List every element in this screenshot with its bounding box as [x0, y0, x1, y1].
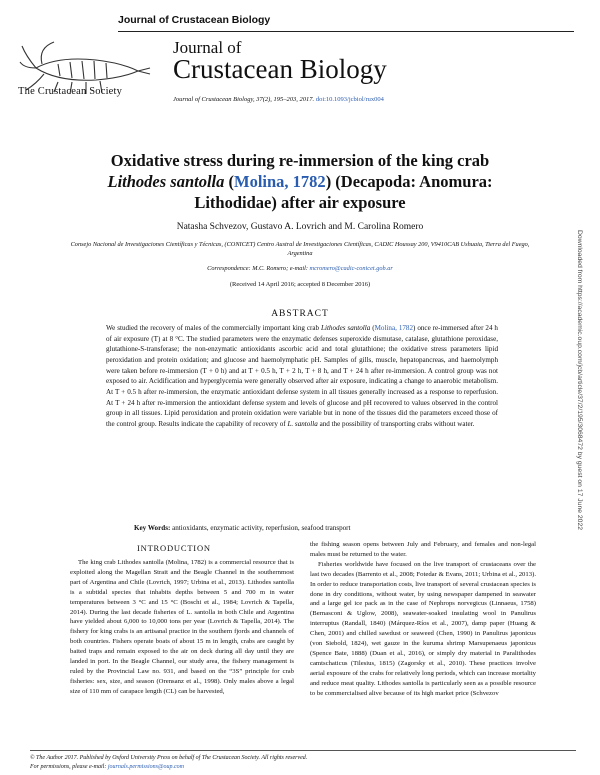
text-column-right	[310, 540, 536, 699]
journal-title: Crustacean Biology	[173, 54, 387, 84]
citation-text: Journal of Crustacean Biology, 37(2), 195–203, 2017.	[173, 96, 316, 103]
received-dates: (Received 14 April 2016; accepted 8 December 2016)	[229, 281, 371, 288]
running-journal-title: Journal of Crustacean Biology	[118, 14, 271, 26]
article-title	[40, 150, 560, 213]
abstract-citation-link[interactable]: Molina, 1782	[374, 324, 414, 332]
abstract-body: We studied the recovery of males of the commercially important king crab Lithodes santolla (Molina, 1782) once re-immersed after 24 h of air exposure (T) at 8 °C. The studied parameters were the enzymatic defenses superoxide dismutase, catalase, glutathione peroxidase, glutathione-S-transferase; the non-enzymatic antioxidants ascorbic acid and total glutathione; the oxidative stress parameters lipid peroxidation and protein oxidation; and glucose and haemolymphatic pH. Samples of gills, muscle, hepatopancreas, and haemolymph were taken before re-immersion (T + 0 h) and at T + 0.5 h, T + 2 h, T + 8 h, and T + 24 h after re-immersion. A control group was not exposed to air. Acidification and hyperglycemia were generally observed after air exposure, indicating a change to anaerobic metabolism. At T + 0.5 h after re-immersion, the enzymatic antioxidant defense system in all tissues generally increased as a response to reperfusion. At T + 24 h after re-immersion the antioxidant defense system and levels of glucose and pH recovered to values observed in the control group in all tissues. Lipid peroxidation and protein oxidation were variable but in none of the tissues did the parameters exceed those of the control group. Results indicate the capability of recovery of L. santolla and the possibility of transporting crabs without water.	[106, 324, 498, 428]
title-line-3: Lithodidae) after air exposure	[194, 193, 406, 212]
title-citation-link[interactable]: Molina, 1782	[234, 172, 326, 191]
header-rule	[118, 31, 574, 32]
section-heading-introduction: INTRODUCTION	[137, 543, 211, 553]
authors: Natasha Schvezov, Gustavo A. Lovrich and M. Carolina Romero	[176, 222, 424, 232]
permissions-email-link[interactable]: journals.permissions@oup.com	[107, 763, 185, 770]
title-species: Lithodes santolla	[107, 172, 225, 191]
download-watermark	[570, 230, 582, 640]
correspondence	[70, 265, 530, 272]
title-line-2	[40, 171, 560, 192]
paragraph: The king crab Lithodes santolla (Molina, 1782) is a commercial resource that is exploited along the Magellan Strait and the Beagle Channel in the southernmost part of Argentina and Chile (Lovrich, 1997; Urbina et al., 2013). Lithodes santolla is a subtidal species that inhabits depths between 5 and 700 m in water temperatures between 3 °C and 15 °C (Boschi et al., 1984; Lovrich & Tapella, 2014). During the last decade fisheries of L. santolla in both Chile and Argentina have yielded about 6,000 to 10,000 tons per year (Lovrich & Tapella, 2014). The fishery for king crabs is an artisanal practice in the southern fjords and channels of both countries. Fishers operate boats of about 15 m in length, crabs are caught by baited traps and remain exposed to the air on deck during all day until they are landed in port. In the Beagle Channel, our study area, the fishery management is ruled by the Provincial Law no. 931, and based on the “3S” principle for crab fisheries: sex, size, and season (Orensanz et al., 1998). Only males above a legal size of 110 mm of carapace length (CL) can be harvested,	[70, 559, 294, 695]
text-column-left	[70, 558, 294, 697]
keywords-list: antioxidants, enzymatic activity, reperfusion, seafood transport	[170, 524, 351, 532]
abstract-heading: ABSTRACT	[271, 309, 329, 319]
title-paren-close: ) (Decapoda: Anomura:	[325, 172, 493, 191]
citation-line	[173, 96, 384, 103]
title-paren-open: (	[224, 172, 235, 191]
paragraph: the fishing season opens between July and February, and females and non-legal males must be returned to the water.	[310, 541, 536, 558]
download-note-text: Downloaded from https://academic.oup.com/jcb/article/37/2/195/3068472 by guest on 17 June 2022	[576, 230, 583, 531]
permissions-line	[30, 763, 307, 772]
abstract-species-short: L. santolla	[287, 419, 318, 428]
society-name: The Crustacean Society	[18, 86, 123, 97]
abstract-species: Lithodes santolla	[321, 324, 371, 332]
title-line-1: Oxidative stress during re-immersion of the king crab	[110, 151, 490, 170]
paragraph: Fisheries worldwide have focused on the live transport of crustaceans over the last two decades (Barrento et al., 2008; Fotedar & Evans, 2011; Urbina et al., 2013). In order to reduce transportation costs, live transport of several crustacean species is done in dry conditions, without water, by using newspaper dampened in seawater and a large gel ice pack as in the case of Nephrops norvegicus (Linnaeus, 1758) (Bernasconi & Uglow, 2008), seawater-soaked insulating wool in Panulirus interruptus (Randall, 1840) (Márquez-Ríos et al., 2007), damp paper (Huang & Chen, 2001) and chilled sawdust or seaweed (Chen, 1990) in Panulirus japonicus (von Siebold, 1824), wet gauze in the kuruma shrimp Marsupenaeus japonicus (Spence Bate, 1888) (Duan et al., 2016), or simply dry material in Paralithodes camtschaticus (Tilesius, 1815) (Zagorsky et al., 2010). These practices involve aerial exposure of the crabs for relatively long periods, which can increase mortality and reduce meat quality. Lithodes santolla is particularly seen as a possible resource to be commercialised alive because of its high market price (Schvezov	[310, 560, 536, 697]
abstract-text-3: and the possibility of transporting crabs without water.	[317, 419, 475, 428]
keywords-label: Key Words:	[134, 524, 171, 532]
permissions-label: For permissions, please e-mail:	[30, 763, 108, 770]
journal-of-label: Journal of	[173, 38, 242, 57]
correspondence-email-link[interactable]: mcromero@cadic-conicet.gob.ar	[309, 265, 393, 272]
copyright-line: © The Author 2017. Published by Oxford University Press on behalf of The Crustacean Society. All rights reserved.	[30, 755, 308, 761]
correspondence-label: Correspondence: M.C. Romero; e-mail:	[207, 265, 310, 272]
affiliation: Consejo Nacional de Investigaciones Científicas y Técnicas, (CONICET) Centro Austral de Investigaciones Científicas, CADIC Houssay 200, V9410CAB Ushuaia, Tierra del Fuego, Argentina	[70, 241, 530, 257]
keywords	[134, 524, 534, 532]
abstract-text-1: We studied the recovery of males of the commercially important king crab	[106, 324, 322, 332]
footer-rule	[30, 750, 576, 751]
doi-link[interactable]: doi:10.1093/jcbiol/rux004	[315, 96, 384, 103]
footer	[30, 754, 307, 771]
abstract-text-2: ) once re-immersed after 24 h of air exposure (T) at 8 °C. The studied parameters were the enzymatic defenses superoxide dismutase, catalase, glutathione peroxidase, glutathione-S-transferase; the non-enzymatic antioxidants ascorbic acid and total glutathione; the oxidative stress parameters lipid peroxidation and protein oxidation; and glucose and haemolymphatic pH. Samples of gills, muscle, hepatopancreas, and haemolymph were taken before re-immersion (T + 0 h) and at T + 0.5 h, T + 2 h, T + 8 h, and T + 24 h after re-immersion. A control group was not exposed to air. Acidification and hyperglycemia were generally observed after air exposure, indicating a change to anaerobic metabolism. At T + 0.5 h after re-immersion, the enzymatic antioxidant defense system in all tissues generally increased as a response to reperfusion. At T + 24 h after re-immersion the antioxidant defense system and levels of glucose and pH recovered to values observed in the control group in all tissues. Lipid peroxidation and protein oxidation were variable but in none of the tissues did the parameters exceed those of the control group. Results indicate the capability of recovery of	[106, 324, 498, 428]
